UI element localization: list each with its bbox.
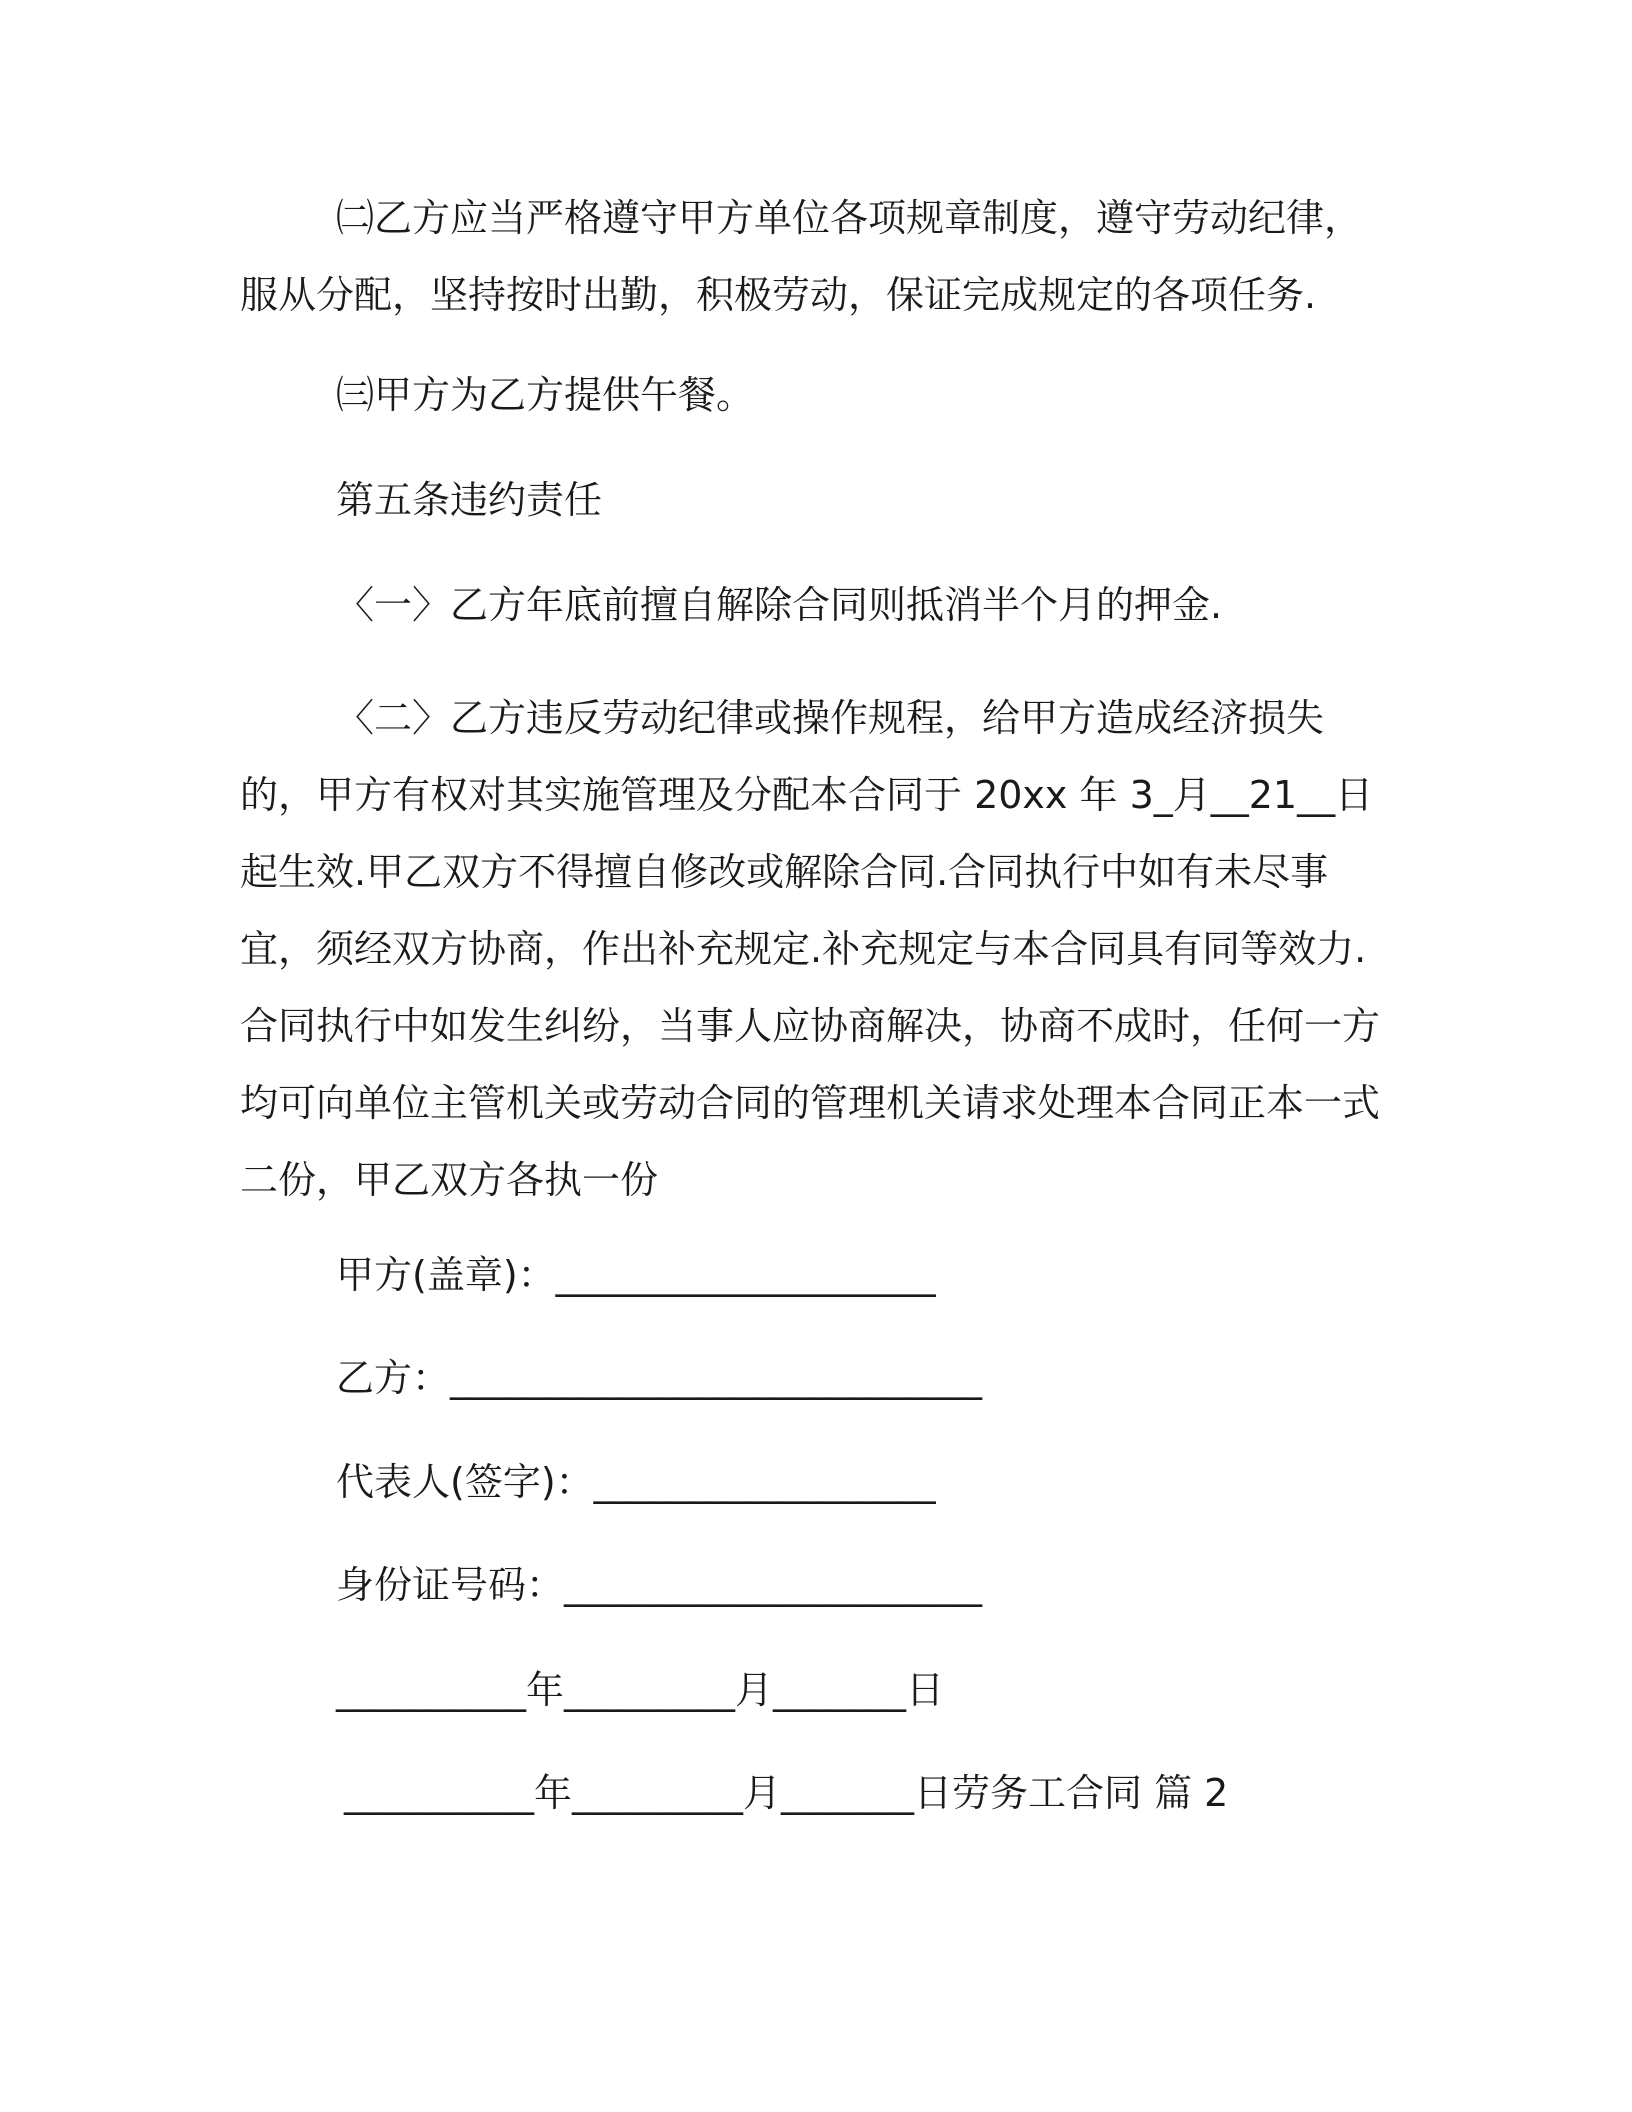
date-line: __________年_________月_______日 [336, 1668, 945, 1712]
party-b-signature-line: 乙方：____________________________ [336, 1356, 983, 1400]
article-5-heading: 第五条违约责任 [336, 478, 603, 522]
clause-item-3: ㈢甲方为乙方提供午餐。 [336, 373, 755, 417]
penalty-clause-2: 〈二〉乙方违反劳动纪律或操作规程，给甲方造成经济损失的，甲方有权对其实施管理及分配本合同于 20xx 年 3_月__21__日起生效.甲乙双方不得擅自修改或解除合同.合同执行中如有未尽事宜，须经双方协商，作出补充规定.补充规定与本合同具有同等效力.合同执行中如发生纠纷，当事人应协商解决，协商不成时，任何一方均可向单位主管机关或劳动合同的管理机关请求处理本合同正本一式二份，甲乙双方各执一份 [240, 696, 1381, 1202]
penalty-clause-1: 〈一〉乙方年底前擅自解除合同则抵消半个月的押金. [336, 583, 1223, 627]
date-line-and-next-title: __________年_________月_______日劳务工合同 篇 2 [344, 1771, 1229, 1815]
id-number-line: 身份证号码：______________________ [336, 1563, 983, 1607]
clause-item-2: ㈡乙方应当严格遵守甲方单位各项规章制度，遵守劳动纪律，服从分配，坚持按时出勤，积极劳动，保证完成规定的各项任务. [240, 196, 1363, 317]
representative-signature-line: 代表人(签字)：__________________ [336, 1460, 936, 1504]
party-a-signature-line: 甲方(盖章)：____________________ [336, 1253, 936, 1297]
